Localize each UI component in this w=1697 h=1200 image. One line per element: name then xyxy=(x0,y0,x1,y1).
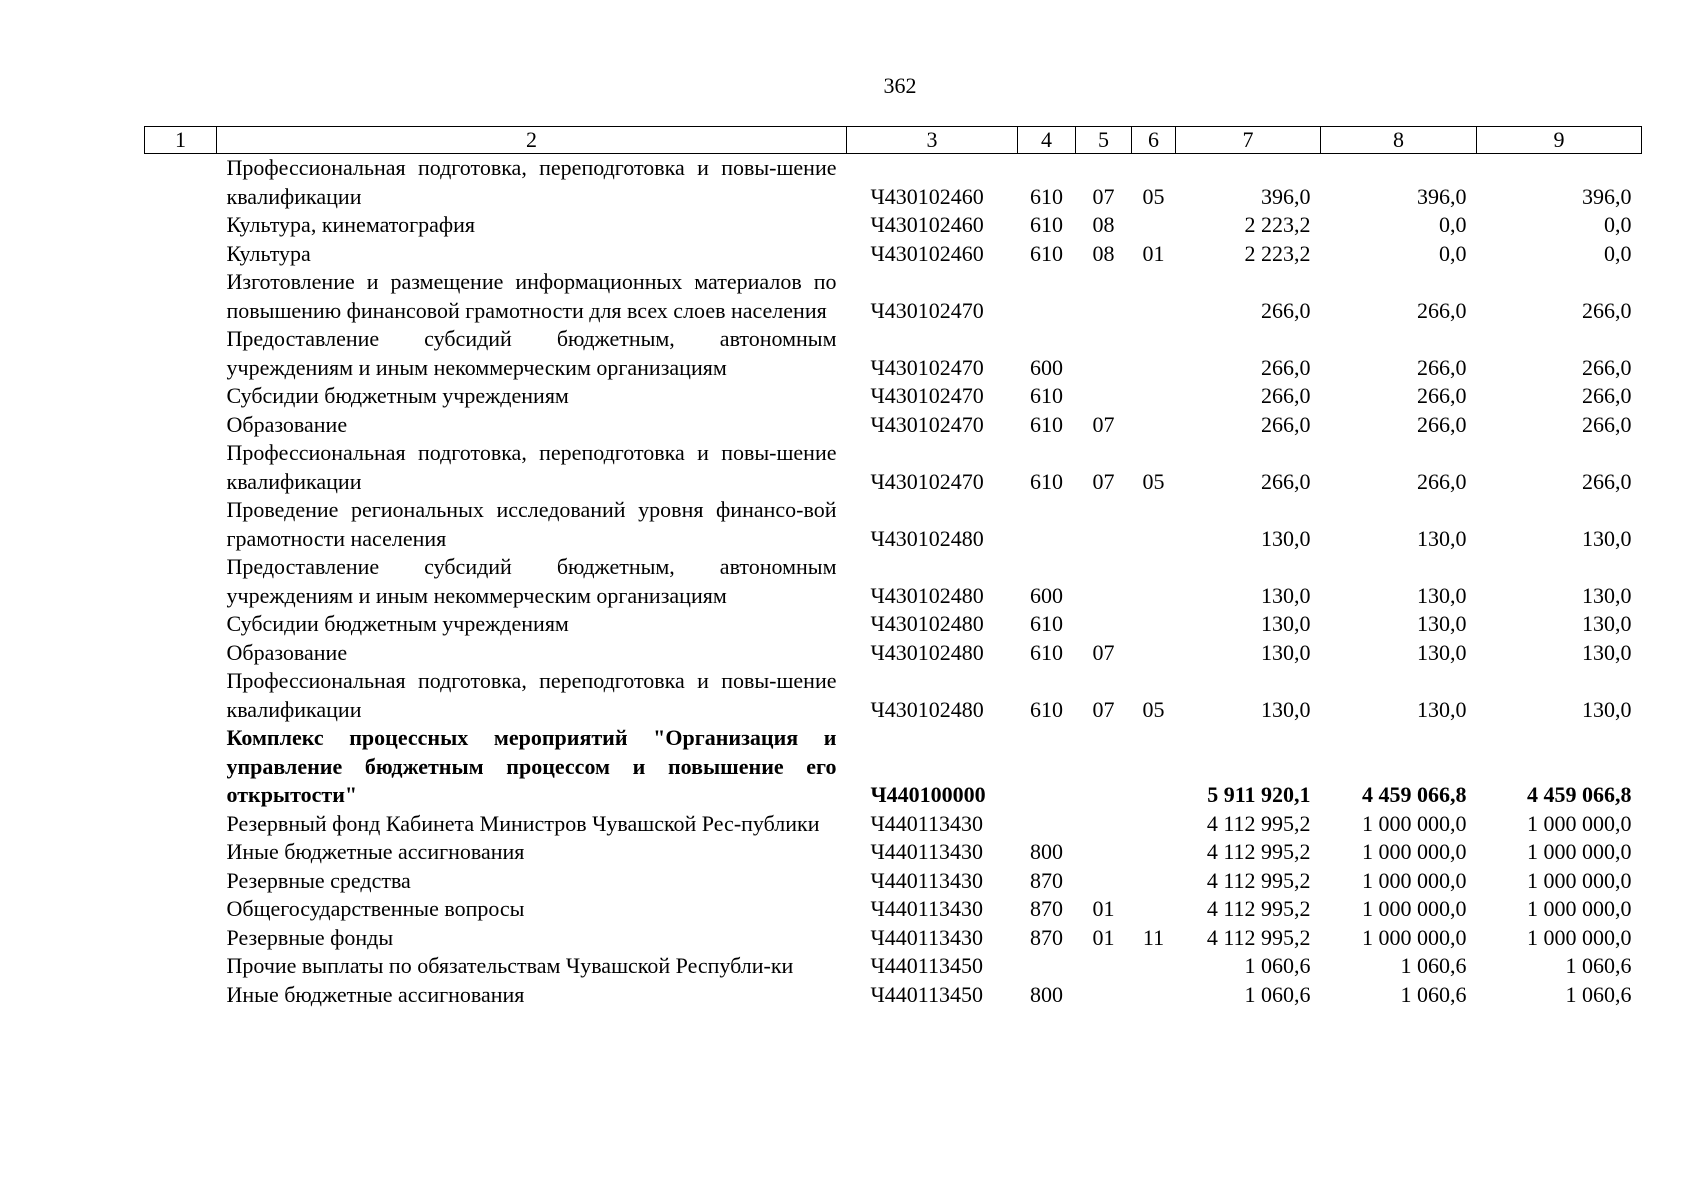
cell-amount-9: 130,0 xyxy=(1582,696,1632,722)
table-row xyxy=(145,240,1642,269)
cell-amount-8: 130,0 xyxy=(1417,611,1467,636)
cell-amount-8: 1 060,6 xyxy=(1400,981,1467,1007)
cell-col5 xyxy=(1076,810,1132,839)
cell-col5 xyxy=(1076,268,1132,325)
cell-name: Резервный фонд Кабинета Министров Чувашской Рес-публики xyxy=(226,810,820,836)
cell-name: Иные бюджетные ассигнования xyxy=(226,981,525,1007)
cell-amount-8: 1 060,6 xyxy=(1400,953,1467,978)
cell-name: Проведение региональных исследований уровня финансо-вой грамотности населения xyxy=(226,497,837,551)
cell-col6 xyxy=(1132,382,1176,411)
cell-amount-8: 0,0 xyxy=(1439,240,1467,266)
cell-amount-8: 1 000 000,0 xyxy=(1362,924,1467,950)
cell-amount-7: 5 911 920,1 xyxy=(1207,782,1311,807)
page-number: 362 xyxy=(883,73,917,98)
cell-col4: 600 xyxy=(1030,582,1063,608)
cell-empty xyxy=(145,268,217,325)
cell-col6 xyxy=(1132,411,1176,440)
cell-amount-7: 4 112 995,2 xyxy=(1206,924,1311,950)
cell-name: Предоставление субсидий бюджетным, автономным учреждениям и иным некоммерческим организациям xyxy=(226,554,837,608)
cell-name: Профессиональная подготовка, переподготовка и повы-шение квалификации xyxy=(226,155,837,209)
cell-name: Резервные средства xyxy=(226,867,411,893)
cell-col5: 08 xyxy=(1092,212,1115,237)
cell-amount-8: 1 000 000,0 xyxy=(1362,896,1467,921)
cell-amount-8: 266,0 xyxy=(1417,354,1467,380)
table-row xyxy=(145,268,1642,325)
cell-col5 xyxy=(1076,382,1132,411)
cell-col5: 07 xyxy=(1092,411,1115,437)
cell-amount-7: 266,0 xyxy=(1261,411,1311,437)
table-row xyxy=(145,211,1642,240)
cell-empty xyxy=(145,810,217,839)
cell-name: Образование xyxy=(226,411,348,437)
table-body xyxy=(145,154,1642,1010)
cell-col6 xyxy=(1132,895,1176,924)
cell-amount-9: 1 060,6 xyxy=(1565,981,1632,1007)
cell-code: Ч440113430 xyxy=(870,867,983,893)
table-row xyxy=(145,154,1642,212)
cell-code: Ч430102460 xyxy=(870,212,984,237)
table-row xyxy=(145,867,1642,896)
table-row xyxy=(145,895,1642,924)
cell-code: Ч440113430 xyxy=(870,810,983,836)
cell-empty xyxy=(145,154,217,212)
cell-name: Иные бюджетные ассигнования xyxy=(226,839,525,864)
cell-col5 xyxy=(1076,952,1132,981)
cell-code: Ч430102460 xyxy=(870,240,984,266)
cell-amount-7: 1 060,6 xyxy=(1244,981,1311,1007)
cell-col5 xyxy=(1076,325,1132,382)
cell-name: Субсидии бюджетным учреждениям xyxy=(226,611,569,636)
cell-empty xyxy=(145,981,217,1010)
cell-code: Ч430102470 xyxy=(870,297,984,323)
cell-col6 xyxy=(1132,867,1176,896)
cell-amount-7: 4 112 995,2 xyxy=(1206,810,1311,836)
cell-col5: 07 xyxy=(1092,696,1115,722)
column-header-8: 8 xyxy=(1321,127,1477,154)
cell-col4: 610 xyxy=(1030,639,1063,665)
cell-col4 xyxy=(1018,952,1076,981)
cell-amount-7: 2 223,2 xyxy=(1244,240,1311,266)
cell-amount-8: 130,0 xyxy=(1417,696,1467,722)
cell-code: Ч430102480 xyxy=(870,525,984,551)
cell-amount-9: 1 000 000,0 xyxy=(1527,896,1632,921)
cell-amount-7: 130,0 xyxy=(1261,639,1311,665)
cell-col6 xyxy=(1132,838,1176,867)
cell-amount-7: 396,0 xyxy=(1261,183,1311,209)
cell-name: Предоставление субсидий бюджетным, автономным учреждениям и иным некоммерческим организациям xyxy=(226,326,837,380)
cell-col4: 610 xyxy=(1030,183,1063,209)
cell-col5: 01 xyxy=(1092,896,1115,921)
cell-col6: 11 xyxy=(1142,924,1165,950)
cell-col6 xyxy=(1132,553,1176,610)
cell-amount-9: 130,0 xyxy=(1582,639,1632,665)
column-header-2: 2 xyxy=(217,127,847,154)
cell-col5 xyxy=(1076,724,1132,810)
cell-amount-8: 266,0 xyxy=(1417,383,1467,408)
cell-amount-8: 1 000 000,0 xyxy=(1362,867,1467,893)
cell-amount-7: 130,0 xyxy=(1261,696,1311,722)
cell-code: Ч430102480 xyxy=(870,696,984,722)
cell-code: Ч430102480 xyxy=(870,639,984,665)
cell-col4: 600 xyxy=(1030,354,1063,380)
cell-empty xyxy=(145,411,217,440)
cell-amount-8: 130,0 xyxy=(1417,525,1467,551)
cell-amount-9: 396,0 xyxy=(1582,183,1632,209)
cell-amount-7: 130,0 xyxy=(1261,525,1311,551)
cell-col6 xyxy=(1132,810,1176,839)
cell-code: Ч440113430 xyxy=(870,839,983,864)
cell-empty xyxy=(145,553,217,610)
cell-amount-8: 266,0 xyxy=(1417,411,1467,437)
cell-amount-9: 266,0 xyxy=(1582,354,1632,380)
cell-amount-7: 2 223,2 xyxy=(1244,212,1311,237)
cell-name: Профессиональная подготовка, переподготовка и повы-шение квалификации xyxy=(226,668,837,722)
cell-code: Ч430102480 xyxy=(870,611,984,636)
cell-amount-7: 1 060,6 xyxy=(1244,953,1311,978)
cell-col4: 610 xyxy=(1030,212,1063,237)
cell-empty xyxy=(145,240,217,269)
table-row xyxy=(145,924,1642,953)
cell-amount-7: 130,0 xyxy=(1261,611,1311,636)
table-row xyxy=(145,439,1642,496)
column-header-6: 6 xyxy=(1132,127,1176,154)
table-row xyxy=(145,981,1642,1010)
table-row xyxy=(145,952,1642,981)
cell-empty xyxy=(145,325,217,382)
cell-col6 xyxy=(1132,952,1176,981)
cell-empty xyxy=(145,724,217,810)
column-header-3: 3 xyxy=(847,127,1018,154)
cell-amount-8: 266,0 xyxy=(1417,468,1467,494)
cell-col4 xyxy=(1018,496,1076,553)
table-header xyxy=(145,127,1642,154)
cell-col5: 07 xyxy=(1092,468,1115,494)
cell-col6 xyxy=(1132,981,1176,1010)
cell-amount-8: 0,0 xyxy=(1439,212,1467,237)
table-row xyxy=(145,639,1642,668)
cell-col5: 08 xyxy=(1092,240,1115,266)
cell-col4: 610 xyxy=(1030,468,1063,494)
cell-col4: 800 xyxy=(1030,839,1063,864)
table-row xyxy=(145,667,1642,724)
cell-amount-9: 0,0 xyxy=(1604,240,1632,266)
budget-table-container xyxy=(144,126,1641,1009)
cell-col5 xyxy=(1076,553,1132,610)
cell-code: Ч440100000 xyxy=(870,782,986,807)
table-row xyxy=(145,382,1642,411)
cell-col4: 610 xyxy=(1030,411,1063,437)
cell-col4: 870 xyxy=(1030,867,1063,893)
cell-col4: 800 xyxy=(1030,981,1063,1007)
cell-amount-9: 0,0 xyxy=(1604,212,1632,237)
cell-name: Общегосударственные вопросы xyxy=(226,896,525,921)
cell-empty xyxy=(145,924,217,953)
cell-amount-7: 266,0 xyxy=(1261,354,1311,380)
cell-amount-9: 266,0 xyxy=(1582,468,1632,494)
table-row xyxy=(145,724,1642,810)
cell-amount-9: 4 459 066,8 xyxy=(1527,782,1632,807)
cell-amount-8: 1 000 000,0 xyxy=(1362,810,1467,836)
cell-col5: 07 xyxy=(1092,183,1115,209)
cell-col4 xyxy=(1018,268,1076,325)
cell-amount-7: 4 112 995,2 xyxy=(1206,867,1311,893)
cell-col5: 07 xyxy=(1092,639,1115,665)
cell-code: Ч430102480 xyxy=(870,582,984,608)
column-header-5: 5 xyxy=(1076,127,1132,154)
cell-name: Культура, кинематография xyxy=(226,212,476,237)
column-header-4: 4 xyxy=(1018,127,1076,154)
cell-empty xyxy=(145,667,217,724)
cell-amount-8: 1 000 000,0 xyxy=(1362,839,1467,864)
cell-col6 xyxy=(1132,610,1176,639)
cell-col4 xyxy=(1018,724,1076,810)
cell-col5: 01 xyxy=(1092,924,1115,950)
cell-empty xyxy=(145,639,217,668)
cell-col5 xyxy=(1076,496,1132,553)
cell-empty xyxy=(145,496,217,553)
cell-amount-9: 130,0 xyxy=(1582,582,1632,608)
column-header-7: 7 xyxy=(1176,127,1321,154)
cell-amount-9: 266,0 xyxy=(1582,383,1632,408)
cell-name: Профессиональная подготовка, переподготовка и повы-шение квалификации xyxy=(226,440,837,494)
cell-amount-7: 4 112 995,2 xyxy=(1206,896,1311,921)
cell-amount-9: 1 060,6 xyxy=(1565,953,1632,978)
cell-empty xyxy=(145,439,217,496)
table-row xyxy=(145,810,1642,839)
cell-name: Культура xyxy=(226,240,311,266)
header-row xyxy=(145,127,1642,154)
cell-amount-9: 1 000 000,0 xyxy=(1527,839,1632,864)
cell-col5 xyxy=(1076,838,1132,867)
cell-amount-7: 266,0 xyxy=(1261,468,1311,494)
cell-col4: 610 xyxy=(1030,383,1063,408)
cell-code: Ч430102460 xyxy=(870,183,984,209)
cell-amount-7: 266,0 xyxy=(1261,383,1311,408)
table-row xyxy=(145,553,1642,610)
cell-empty xyxy=(145,610,217,639)
column-header-9: 9 xyxy=(1477,127,1642,154)
cell-code: Ч440113450 xyxy=(870,953,983,978)
table-row xyxy=(145,610,1642,639)
table-row xyxy=(145,496,1642,553)
cell-name: Изготовление и размещение информационных материалов по повышению финансовой грамотности для всех слоев населения xyxy=(226,269,837,323)
cell-amount-9: 130,0 xyxy=(1582,525,1632,551)
cell-amount-7: 130,0 xyxy=(1261,582,1311,608)
cell-name: Субсидии бюджетным учреждениям xyxy=(226,383,569,408)
cell-code: Ч430102470 xyxy=(870,383,984,408)
cell-empty xyxy=(145,382,217,411)
cell-col5 xyxy=(1076,610,1132,639)
cell-code: Ч440113430 xyxy=(870,896,983,921)
cell-amount-8: 130,0 xyxy=(1417,639,1467,665)
table-row xyxy=(145,411,1642,440)
cell-amount-8: 130,0 xyxy=(1417,582,1467,608)
cell-col4: 610 xyxy=(1030,696,1063,722)
cell-amount-9: 1 000 000,0 xyxy=(1527,810,1632,836)
cell-code: Ч430102470 xyxy=(870,468,984,494)
cell-code: Ч440113450 xyxy=(870,981,983,1007)
cell-amount-7: 4 112 995,2 xyxy=(1206,839,1311,864)
cell-name: Образование xyxy=(226,639,348,665)
cell-col5 xyxy=(1076,867,1132,896)
column-header-1: 1 xyxy=(145,127,217,154)
cell-empty xyxy=(145,838,217,867)
cell-col6 xyxy=(1132,639,1176,668)
cell-col4 xyxy=(1018,810,1076,839)
cell-col6 xyxy=(1132,724,1176,810)
cell-empty xyxy=(145,867,217,896)
cell-amount-9: 1 000 000,0 xyxy=(1527,867,1632,893)
budget-table xyxy=(144,126,1642,1009)
cell-col6 xyxy=(1132,496,1176,553)
cell-col4: 610 xyxy=(1030,240,1063,266)
cell-name: Резервные фонды xyxy=(226,924,394,950)
cell-col6 xyxy=(1132,211,1176,240)
cell-amount-9: 130,0 xyxy=(1582,611,1632,636)
table-row xyxy=(145,838,1642,867)
cell-code: Ч440113430 xyxy=(870,924,983,950)
cell-col6: 05 xyxy=(1142,183,1165,209)
cell-amount-9: 1 000 000,0 xyxy=(1527,924,1632,950)
cell-col4: 870 xyxy=(1030,924,1063,950)
cell-amount-9: 266,0 xyxy=(1582,411,1632,437)
cell-col6 xyxy=(1132,325,1176,382)
cell-col4: 610 xyxy=(1030,611,1063,636)
cell-code: Ч430102470 xyxy=(870,354,984,380)
cell-col6 xyxy=(1132,268,1176,325)
table-row xyxy=(145,325,1642,382)
cell-col4: 870 xyxy=(1030,896,1063,921)
cell-col6: 05 xyxy=(1142,696,1165,722)
cell-name: Прочие выплаты по обязательствам Чувашской Республи-ки xyxy=(226,953,794,978)
cell-col5 xyxy=(1076,981,1132,1010)
cell-amount-8: 266,0 xyxy=(1417,297,1467,323)
cell-amount-8: 4 459 066,8 xyxy=(1362,782,1467,807)
cell-empty xyxy=(145,952,217,981)
cell-code: Ч430102470 xyxy=(870,411,984,437)
cell-amount-9: 266,0 xyxy=(1582,297,1632,323)
cell-amount-8: 396,0 xyxy=(1417,183,1467,209)
cell-col6: 05 xyxy=(1142,468,1165,494)
cell-col6: 01 xyxy=(1142,240,1165,266)
cell-amount-7: 266,0 xyxy=(1261,297,1311,323)
cell-empty xyxy=(145,895,217,924)
cell-name: Комплекс процессных мероприятий "Организация и управление бюджетным процессом и повышение его открытости" xyxy=(226,725,837,807)
cell-empty xyxy=(145,211,217,240)
